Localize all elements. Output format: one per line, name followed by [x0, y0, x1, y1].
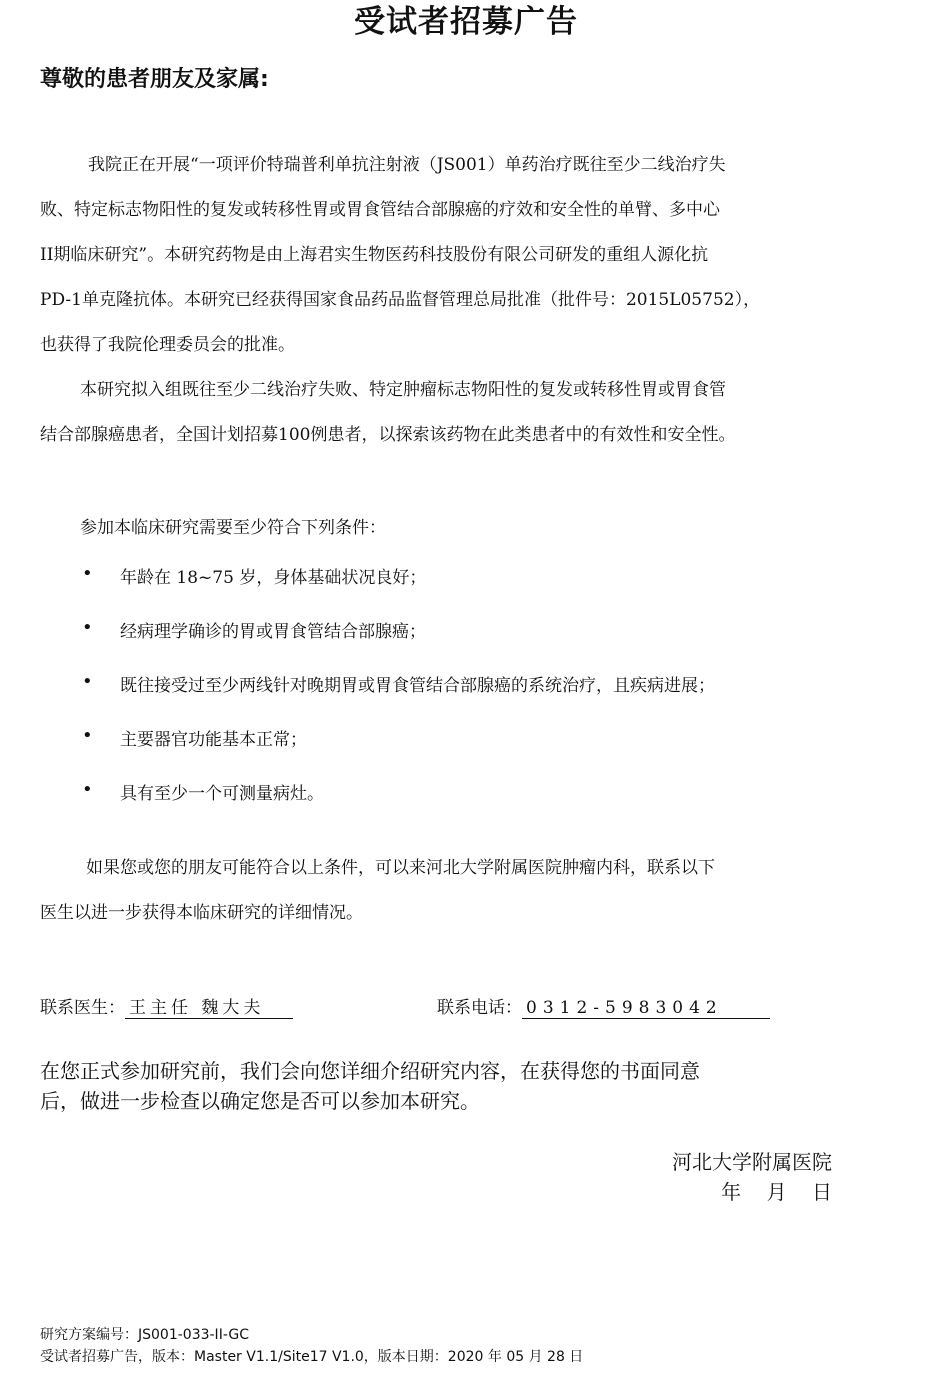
invite-line-1: 如果您或您的朋友可能符合以上条件，可以来河北大学附属医院肿瘤内科，联系以下 — [86, 858, 715, 878]
protocol-number: 研究方案编号：JS001-033-II-GC — [40, 1327, 250, 1343]
enrollment-line-2: 结合部腺癌患者，全国计划招募100例患者，以探索该药物在此类患者中的有效性和安全性。 — [40, 425, 736, 445]
footer — [40, 1324, 583, 1368]
version-info: 受试者招募广告，版本：Master V1.1/Site17 V1.0，版本日期：2020 年 05 月 28 日 — [40, 1349, 584, 1365]
criteria-item: 主要器官功能基本正常； — [120, 730, 307, 750]
intro-line-1: 我院正在开展“一项评价特瑞普利单抗注射液（JS001）单药治疗既往至少二线治疗失 — [88, 155, 726, 175]
bullet-icon: • — [82, 725, 93, 746]
bullet-icon: • — [82, 617, 93, 638]
phone-contact — [437, 993, 770, 1019]
consent-paragraph — [40, 1056, 700, 1116]
criteria-item: 年龄在 18~75 岁，身体基础状况良好； — [120, 568, 427, 588]
doctor-label: 联系医生： — [40, 998, 125, 1018]
hospital-name: 河北大学附属医院 — [672, 1150, 832, 1174]
criteria-item: 具有至少一个可测量病灶。 — [120, 784, 324, 804]
intro-line-3: II期临床研究”。本研究药物是由上海君实生物医药科技股份有限公司研发的重组人源化抗 — [40, 245, 709, 265]
salutation: 尊敬的患者朋友及家属: — [40, 67, 269, 92]
intro-line-4: PD-1单克隆抗体。本研究已经获得国家食品药品监督管理总局批准（批件号：2015L05752）， — [40, 290, 761, 310]
consent-line-2: 后，做进一步检查以确定您是否可以参加本研究。 — [40, 1089, 480, 1113]
consent-line-1: 在您正式参加研究前，我们会向您详细介绍研究内容，在获得您的书面同意 — [40, 1059, 700, 1083]
phone-label: 联系电话： — [437, 998, 522, 1018]
intro-line-5: 也获得了我院伦理委员会的批准。 — [40, 335, 295, 355]
intro-paragraph — [40, 143, 840, 368]
doctor-contact — [40, 993, 293, 1019]
criteria-item: 既往接受过至少两线针对晚期胃或胃食管结合部腺癌的系统治疗，且疾病进展； — [120, 676, 715, 696]
document-title: 受试者招募广告 — [354, 4, 578, 40]
bullet-icon: • — [82, 563, 93, 584]
invite-line-2: 医生以进一步获得本临床研究的详细情况。 — [40, 903, 363, 923]
bullet-icon: • — [82, 779, 93, 800]
phone-number: 0312-5983042 — [522, 998, 770, 1019]
enrollment-line-1: 本研究拟入组既往至少二线治疗失败、特定肿瘤标志物阳性的复发或转移性胃或胃食管 — [80, 380, 726, 400]
criteria-item: 经病理学确诊的胃或胃食管结合部腺癌； — [120, 622, 426, 642]
enrollment-paragraph — [40, 368, 840, 458]
bullet-icon: • — [82, 671, 93, 692]
criteria-heading: 参加本临床研究需要至少符合下列条件： — [80, 518, 386, 538]
doctor-names: 王主任 魏大夫 — [125, 993, 293, 1019]
signature-date: 年 月 日 — [721, 1180, 832, 1204]
invite-paragraph — [40, 846, 840, 936]
intro-line-2: 败、特定标志物阳性的复发或转移性胃或胃食管结合部腺癌的疗效和安全性的单臂、多中心 — [40, 200, 720, 220]
